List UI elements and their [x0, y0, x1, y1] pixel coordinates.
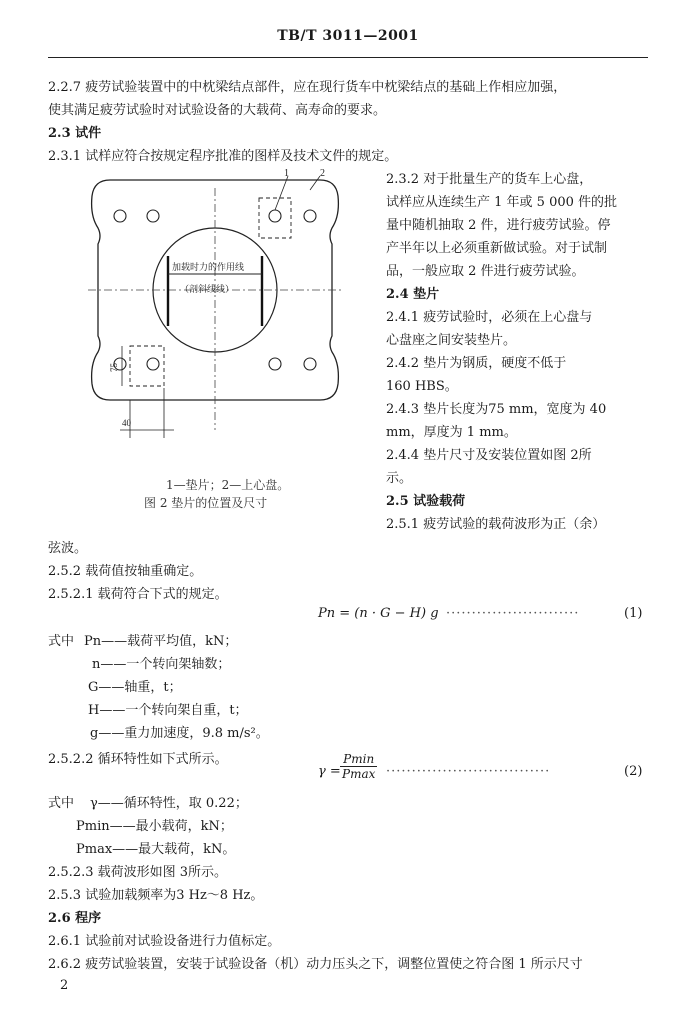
where-2-pmax: Pmax——最大载荷，kN。 — [76, 842, 236, 857]
para-2-4-4-l2: 示。 — [386, 471, 413, 486]
para-2-5-2-2: 2.5.2.2 循环特性如下式所示。 — [48, 752, 228, 767]
para-2-5-2-1: 2.5.2.1 载荷符合下式的规定。 — [48, 587, 228, 602]
section-2-5: 2.5 试验载荷 — [386, 494, 466, 509]
para-2-5-2-3: 2.5.2.3 载荷波形如图 3所示。 — [48, 865, 228, 880]
equation-2-denominator: Pmax — [342, 767, 376, 781]
dim-40: 40 — [122, 418, 131, 428]
para-2-4-1-l2: 心盘座之间安装垫片。 — [386, 333, 517, 348]
where-1-n: n——一个转向架轴数； — [92, 657, 231, 672]
para-2-3-2-l4: 产半年以上必须重新做试验。对于试制 — [386, 241, 608, 256]
section-2-6: 2.6 程序 — [48, 911, 102, 926]
para-2-4-3-l1: 2.4.3 垫片长度为75 mm，宽度为 40 — [386, 402, 607, 417]
where-1-h: H——一个转向架自重，t； — [88, 703, 248, 718]
para-2-4-1-l1: 2.4.1 疲劳试验时，必须在上心盘与 — [386, 310, 593, 325]
equation-2-leader: ································ — [386, 764, 551, 779]
para-2-3-1: 2.3.1 试样应符合按规定程序批准的图样及技术文件的规定。 — [48, 149, 398, 164]
where-1-g: G——轴重，t； — [88, 680, 182, 695]
label-load-line: 加载时力的作用线 — [172, 262, 245, 272]
callout-2: 2 — [320, 168, 325, 179]
para-2-4-2-l1: 2.4.2 垫片为钢质，硬度不低于 — [386, 356, 567, 371]
equation-2-numerator: Pmin — [340, 752, 377, 767]
figure-2-caption: 图 2 垫片的位置及尺寸 — [144, 496, 268, 510]
where-2-label: 式中 — [48, 796, 75, 811]
figure-2-legend: 1—垫片；2—上心盘。 — [166, 478, 290, 492]
para-2-4-3-l2: mm，厚度为 1 mm。 — [386, 425, 517, 440]
dim-75: 75 — [109, 363, 119, 372]
equation-1-number: (1) — [624, 606, 643, 621]
where-1-pn: Pn——载荷平均值，kN； — [84, 634, 238, 649]
equation-1-leader: ·························· — [446, 606, 580, 621]
para-2-5-1-cont: 弦波。 — [48, 541, 88, 556]
where-2-pmin: Pmin——最小载荷，kN； — [76, 819, 233, 834]
callout-1: 1 — [284, 168, 289, 179]
equation-2-fraction — [340, 752, 377, 781]
para-2-3-2-l1: 2.3.2 对于批量生产的货车上心盘， — [386, 172, 593, 187]
section-2-3: 2.3 试件 — [48, 126, 102, 141]
equation-2-number: (2) — [624, 764, 643, 779]
para-2-4-4-l1: 2.4.4 垫片尺寸及安装位置如图 2所 — [386, 448, 592, 463]
equation-2-lhs: γ = — [318, 764, 341, 779]
para-2-2-7-line1: 2.2.7 疲劳试验装置中的中枕梁结点部件，应在现行货车中枕梁结点的基础上作相应加强， — [48, 80, 567, 95]
para-2-5-2: 2.5.2 载荷值按轴重确定。 — [48, 564, 203, 579]
para-2-6-2: 2.6.2 疲劳试验装置，安装于试验设备（机）动力压头之下，调整位置使之符合图 1 所示尺寸 — [48, 957, 583, 972]
para-2-2-7-line2: 使其满足疲劳试验时对试验设备的大载荷、高寿命的要求。 — [48, 103, 387, 118]
para-2-6-1: 2.6.1 试验前对试验设备进行力值标定。 — [48, 934, 281, 949]
page-header-title: TB/T 3011—2001 — [277, 28, 419, 44]
para-2-4-2-l2: 160 HBS。 — [386, 379, 458, 394]
header-rule — [48, 57, 648, 58]
page-number: 2 — [60, 978, 69, 993]
label-hatch: （剖斜线线） — [180, 284, 235, 294]
para-2-3-2-l5: 品，一般应取 2 件进行疲劳试验。 — [386, 264, 585, 279]
para-2-5-1: 2.5.1 疲劳试验的载荷波形为正（余） — [386, 517, 606, 532]
section-2-4: 2.4 垫片 — [386, 287, 440, 302]
where-1-gravity: g——重力加速度，9.8 m/s²。 — [90, 726, 269, 741]
where-1-label: 式中 — [48, 634, 75, 649]
figure-2-gasket-position — [70, 168, 360, 458]
figure-2-drawing — [70, 168, 360, 458]
para-2-5-3: 2.5.3 试验加载频率为3 Hz～8 Hz。 — [48, 888, 264, 903]
para-2-3-2-l3: 量中随机抽取 2 件，进行疲劳试验。停 — [386, 218, 611, 233]
where-2-gamma: γ——循环特性，取 0.22； — [90, 796, 248, 811]
para-2-3-2-l2: 试样应从连续生产 1 年或 5 000 件的批 — [386, 195, 618, 210]
equation-1: Pn = (n · G − H) g — [318, 606, 439, 621]
